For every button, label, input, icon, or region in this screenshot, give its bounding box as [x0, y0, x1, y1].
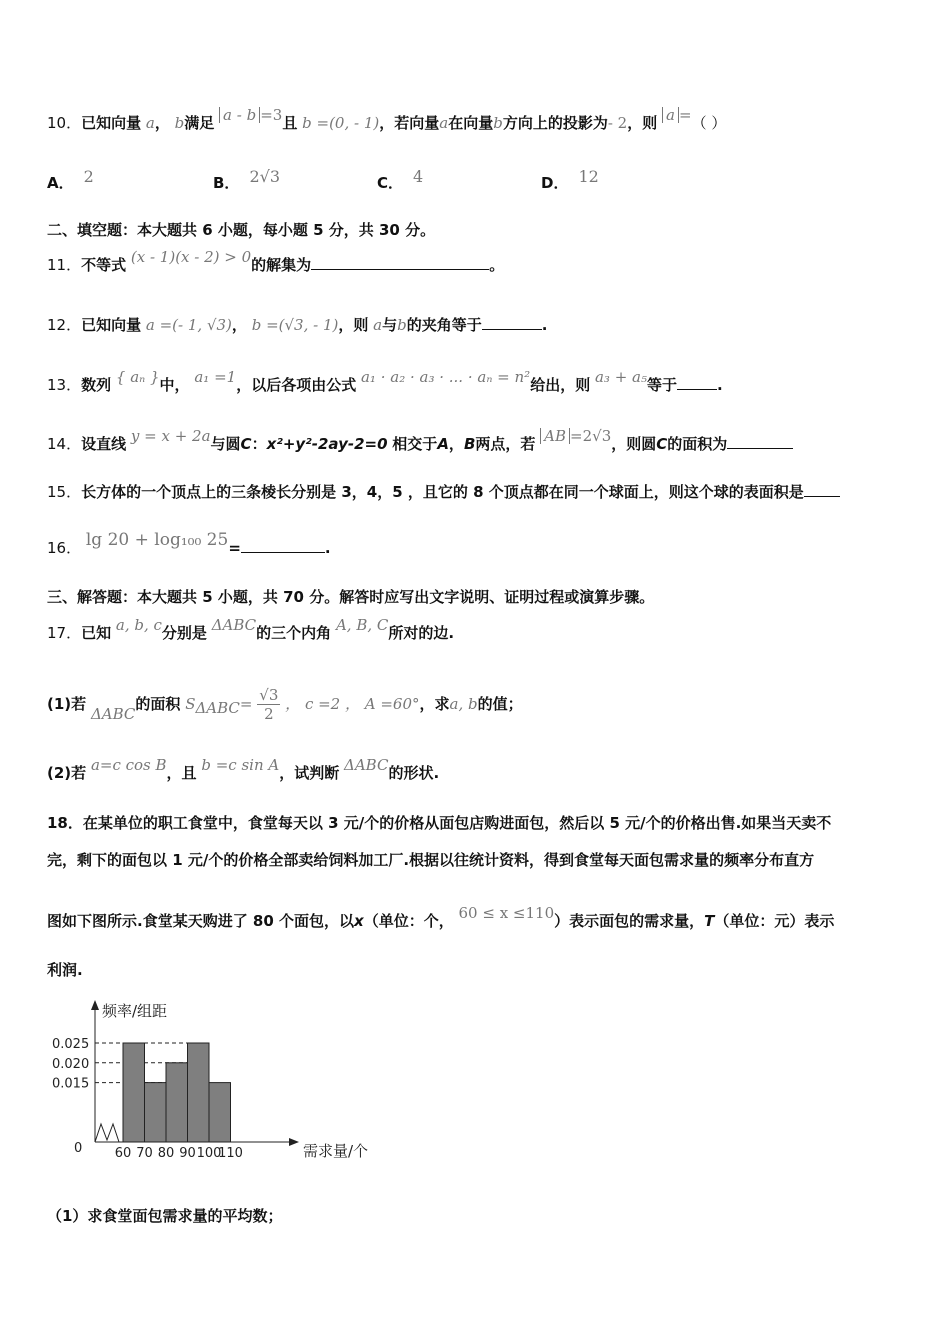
x-tick-label: 100: [196, 1146, 222, 1161]
choice-d: D． 12: [541, 167, 599, 192]
y-tick-label: 0.020: [52, 1056, 90, 1072]
y-axis-label: 频率/组距: [102, 1002, 168, 1020]
question-16: 16． lg 20 + log₁₀₀ 25= .: [47, 530, 331, 557]
histogram-bar-60-70: [123, 1043, 145, 1142]
question-18-line-1: 18．在某单位的职工食堂中，食堂每天以 3 元/个的价格从面包店购进面包，然后以 5 元/个的价格出售.如果当天卖不: [47, 814, 832, 832]
question-17: 17．已知 a, b, c分别是 ΔABC的三个内角 A, B, C所对的边.: [47, 616, 455, 642]
question-10: 10．已知向量 a， b满足 a - b =3且 b =(0, - 1)，若向量a在向量b方向上的投影为- 2，则 a =（ ）: [47, 106, 727, 132]
y-tick-label: 0.025: [52, 1037, 90, 1052]
question-13: 13．数列 { aₙ }中， a₁ =1，以后各项由公式 a₁ · a₂ · a₃ · ... · aₙ = n²给出，则 a₃ + a₅等于 .: [47, 368, 723, 394]
histogram-bar-100-110: [209, 1083, 231, 1142]
axis-break-mark: [95, 1124, 119, 1142]
fraction-sqrt3-over-2: $\frac{√3}{2}$: [259, 686, 279, 723]
question-18-part-1: （1）求食堂面包需求量的平均数；: [47, 1207, 283, 1225]
histogram-bar-80-90: [166, 1063, 188, 1142]
question-18-line-2: 完，剩下的面包以 1 元/个的价格全部卖给饲料加工厂.根据以往统计资料，得到食堂每天面包需求量的频率分布直方: [47, 851, 815, 869]
x-axis-label: 需求量/个: [303, 1142, 369, 1160]
y-tick-label: 0.015: [52, 1076, 90, 1092]
question-12: 12．已知向量 a =(- 1, √3)， b =(√3, - 1)，则 a与b的夹角等于 .: [47, 316, 548, 334]
choice-c: C． 4: [377, 167, 424, 192]
choice-b: B． 2√3: [213, 167, 280, 192]
x-tick-label: 110: [218, 1146, 243, 1161]
question-18-line-3: 图如下图所示.食堂某天购进了 80 个面包，以x（单位：个， 60 ≤ x ≤110）表示面包的需求量，T（单位：元）表示: [47, 904, 835, 930]
x-axis-arrow: [289, 1138, 299, 1146]
demand-histogram: [40, 990, 400, 1170]
question-15: 15．长方体的一个顶点上的三条棱长分别是 3，4，5 ，且它的 8 个顶点都在同一个球面上，则这个球的表面积是: [47, 481, 840, 503]
x-tick-label: 60: [114, 1146, 132, 1161]
histogram-bar-70-80: [145, 1083, 167, 1142]
y-axis-arrow: [91, 1000, 99, 1010]
question-18-line-4: 利润.: [47, 961, 83, 979]
section-solve: 三、解答题：本大题共 5 小题，共 70 分。解答时应写出文字说明、证明过程或演算步骤。: [47, 588, 655, 606]
origin-label: 0: [74, 1141, 83, 1156]
x-tick-label: 70: [136, 1146, 153, 1161]
x-tick-label: 80: [157, 1146, 175, 1161]
question-11: 11．不等式 (x - 1)(x - 2) > 0的解集为 。: [47, 248, 505, 274]
question-17-part-2: (2)若 a=c cos B，且 b =c sin A，试判断 ΔABC的形状.: [47, 756, 440, 782]
question-17-part-1: (1)若 ΔABC的面积 $S_{\Delta ABC}=$ $\frac{√3}{2}$ ， c =2 ， A =60°，求a, b的值；: [47, 686, 523, 723]
section-fill-in: 二、填空题：本大题共 6 小题，每小题 5 分，共 30 分。: [47, 221, 436, 239]
choice-a: A． 2: [47, 167, 94, 192]
histogram-bar-90-100: [188, 1043, 210, 1142]
x-tick-label: 90: [179, 1146, 196, 1161]
question-14: 14．设直线 y = x + 2a与圆C：x²+y²-2ay-2=0 相交于A，B两点，若 AB =2√3，则圆C的面积为: [47, 433, 793, 455]
